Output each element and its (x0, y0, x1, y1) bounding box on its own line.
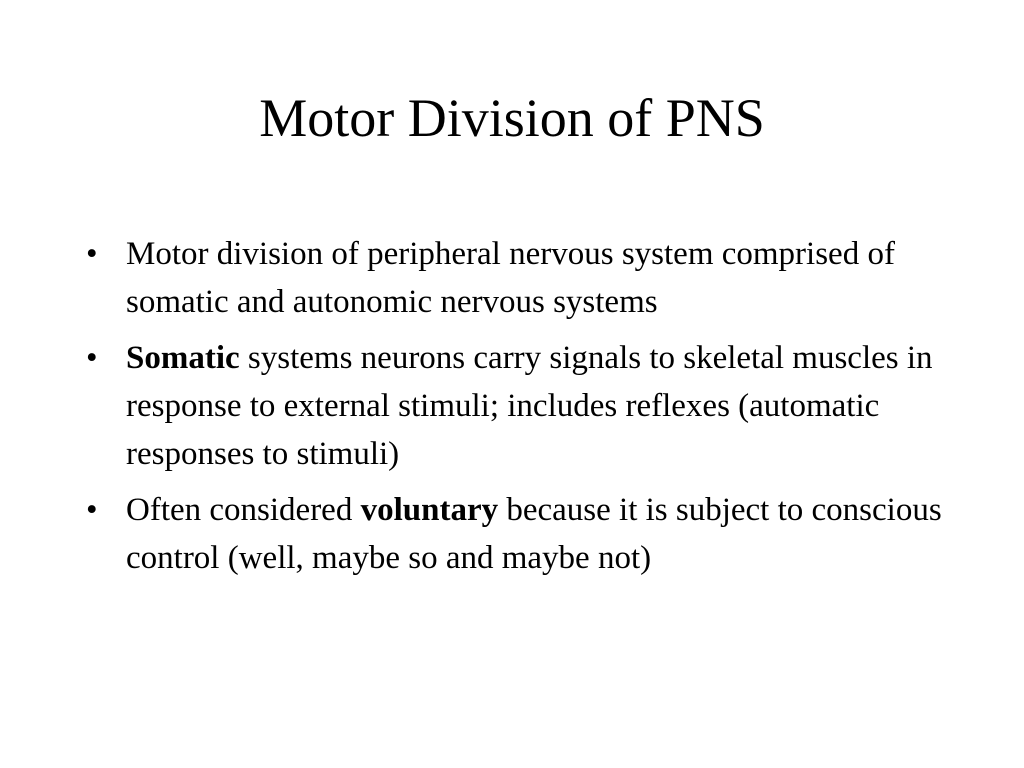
bullet-text: Often considered (126, 492, 361, 528)
bullet-text: because it is subject to conscious control (well, maybe so and maybe not) (126, 492, 942, 576)
bullet-list (86, 230, 946, 590)
bullet-icon: • (86, 492, 98, 528)
bullet-text: Motor division of peripheral nervous system comprised of somatic and autonomic nervous systems (126, 236, 895, 320)
slide-title: Motor Division of PNS (259, 88, 765, 148)
bullet-icon: • (86, 340, 98, 376)
bullet-item-voluntary (86, 486, 946, 582)
term-voluntary: voluntary (360, 492, 499, 528)
bullet-icon: • (86, 236, 98, 272)
bullet-text: systems neurons carry signals to skeletal muscles in response to external stimuli; includes reflexes (automatic responses to stimuli) (126, 340, 933, 472)
term-somatic: Somatic (126, 340, 240, 376)
bullet-item-motor-division (86, 230, 946, 326)
bullet-item-somatic (86, 334, 946, 478)
